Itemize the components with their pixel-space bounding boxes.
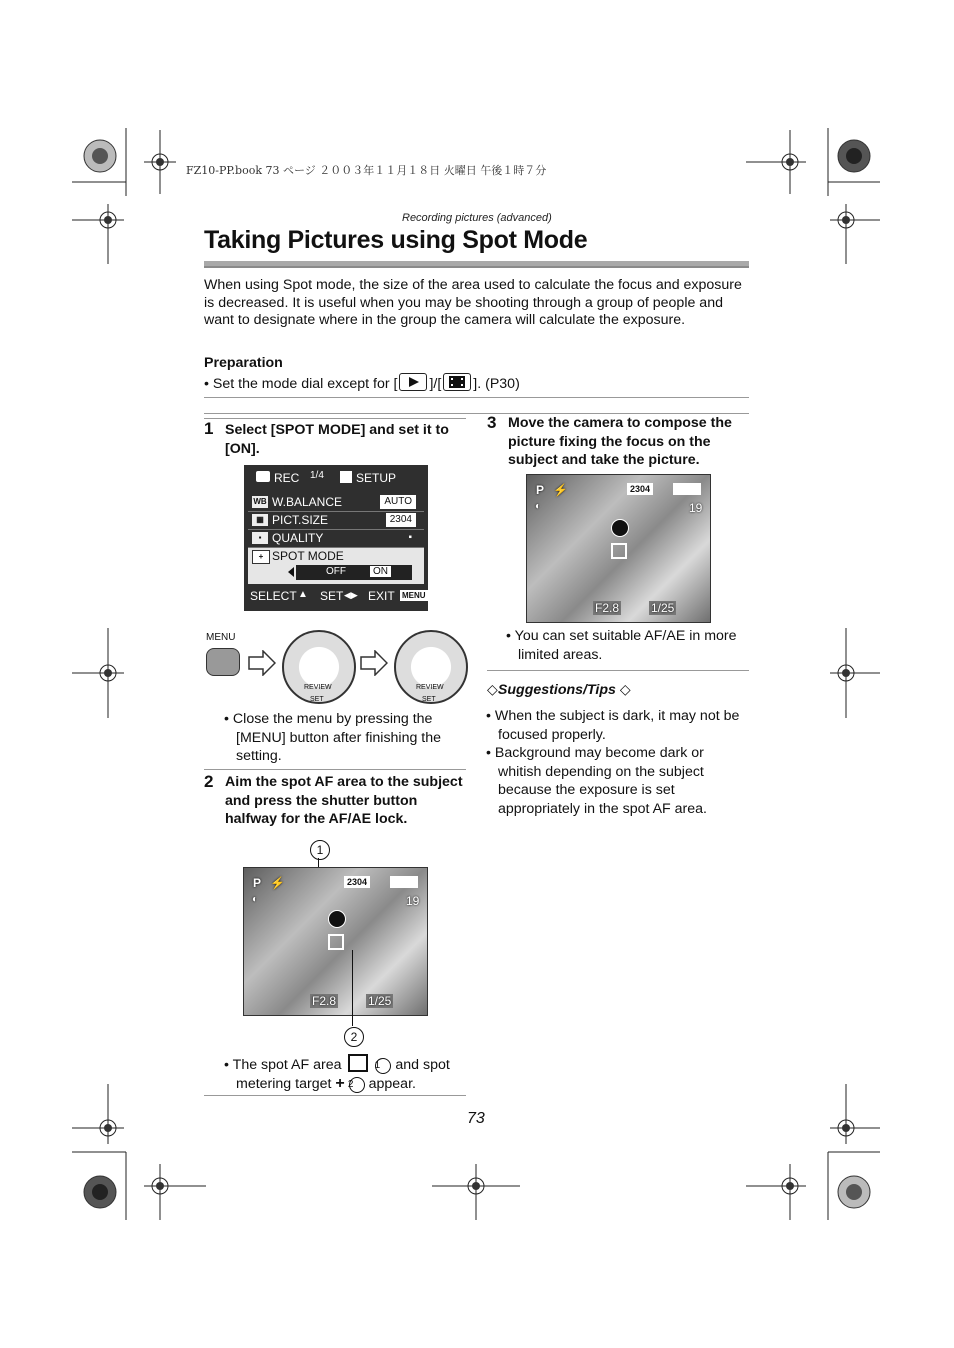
setup-tab[interactable]: SETUP (356, 471, 397, 485)
flash-icon: ⚡ (270, 876, 285, 890)
menu-button-label: MENU (206, 632, 236, 643)
spot-metering-target (328, 910, 346, 928)
step-2-viewfinder (243, 867, 428, 1016)
shots-remaining: 19 (406, 894, 420, 908)
tip-item: • Background may become dark or whitish depending on the subject because the exposure is set appropriately in the spot AF area. (486, 744, 742, 818)
step-1-text: Select [SPOT MODE] and set it to [ON]. (225, 422, 449, 457)
set-label: SET (310, 696, 324, 703)
menu-row-value: ▪ (408, 532, 412, 543)
divider (204, 1095, 466, 1096)
callout-ref-2: 2 (349, 1077, 365, 1093)
tips-heading-text: Suggestions/Tips (497, 682, 616, 698)
footer-exit: EXIT (368, 589, 395, 603)
set-label: SET (422, 696, 436, 703)
menu-tab-bar (248, 468, 424, 488)
review-label: REVIEW (416, 684, 444, 691)
menu-button[interactable] (206, 648, 240, 676)
spot-af-area (328, 934, 344, 950)
tips-heading (487, 682, 631, 698)
divider (487, 670, 749, 671)
shutter-speed-readout: 1/25 (368, 994, 392, 1008)
footer-select: SELECT (250, 589, 297, 603)
review-label: REVIEW (304, 684, 332, 691)
menu-footer (250, 589, 426, 607)
up-down-arrow-icon: ▲ (298, 589, 308, 600)
step-2-bullet (224, 1054, 476, 1093)
step-2-number: 2 (204, 772, 214, 791)
diamond-icon: ◇ (487, 682, 498, 698)
menu-row-label: PICT.SIZE (272, 513, 329, 527)
section-label: Recording pictures (advanced) (402, 212, 552, 224)
divider (204, 418, 466, 419)
picture-size-readout: 2304 (627, 483, 653, 495)
left-right-arrow-icon: ◀▶ (344, 590, 358, 600)
step-3-viewfinder (526, 474, 711, 623)
page-title: Taking Pictures using Spot Mode (204, 226, 588, 254)
crosshair-icon: + (335, 1074, 345, 1092)
menu-row-quality[interactable] (248, 530, 424, 548)
menu-row-value: 2304 (386, 513, 416, 527)
spot-af-area-icon (348, 1054, 368, 1072)
menu-row-label: W.BALANCE (272, 495, 343, 509)
bullet-text: The spot AF area (232, 1057, 342, 1073)
callout-ref-1: 1 (375, 1058, 391, 1074)
diamond-icon: ◇ (619, 682, 631, 698)
rec-menu-screen (244, 465, 428, 611)
playback-icon (399, 373, 427, 391)
stabilizer-icon: ◐ (535, 501, 542, 512)
preparation-text-part: ]. (P30) (473, 376, 520, 392)
motion-picture-icon (443, 373, 471, 391)
record-mode-indicator: P (253, 876, 262, 890)
shutter-speed-readout: 1/25 (651, 601, 675, 615)
arrow-right-icon (360, 650, 388, 676)
menu-navigation-diagram (204, 616, 466, 708)
callout-1: 1 (310, 840, 330, 860)
divider (204, 769, 466, 770)
callout-2: 2 (344, 1027, 364, 1047)
menu-row-value: AUTO (380, 495, 416, 509)
arrow-right-icon (248, 650, 276, 676)
stabilizer-icon: ◐ (252, 894, 259, 905)
step-1-number: 1 (204, 419, 214, 438)
menu-row-label: QUALITY (272, 531, 324, 545)
shots-remaining: 19 (689, 501, 703, 515)
menu-row-spot-mode[interactable] (248, 548, 424, 584)
step-1-bullet: • Close the menu by pressing the [MENU] button after finishing the setting. (224, 710, 472, 766)
left-arrow-icon (288, 567, 294, 577)
white-balance-icon: WB (253, 497, 267, 506)
step-3-bullet: • You can set suitable AF/AE in more limited areas. (506, 627, 762, 664)
print-header: FZ10-PP.book 73 ページ ２００３年１１月１８日 火曜日 午後１時７分 (186, 164, 547, 177)
battery-icon (673, 483, 701, 495)
record-mode-indicator: P (536, 483, 545, 497)
step-2-text: Aim the spot AF area to the subject and press the shutter button halfway for the AF/AE lock. (225, 774, 463, 827)
preparation-text-part: • Set the mode dial except for [ (204, 376, 398, 392)
menu-key-icon: MENU (402, 591, 426, 600)
spot-metering-target (611, 519, 629, 537)
rec-tab[interactable]: REC (274, 471, 300, 485)
picture-size-readout: 2304 (344, 876, 370, 888)
menu-row-picture-size[interactable] (248, 512, 424, 530)
divider (204, 397, 749, 398)
menu-row-label: SPOT MODE (272, 549, 344, 563)
preparation-text-part: ]/[ (429, 376, 442, 392)
option-off[interactable]: OFF (326, 566, 346, 577)
dial-left (282, 630, 356, 704)
menu-row-white-balance[interactable] (248, 494, 424, 512)
battery-icon (390, 876, 418, 888)
aperture-readout: F2.8 (312, 994, 337, 1008)
step-3-number: 3 (487, 413, 497, 432)
spot-mode-options (296, 565, 412, 580)
callout-2-leader (352, 950, 353, 1026)
camera-icon (256, 471, 270, 482)
bullet-text: and spot metering target (236, 1057, 450, 1092)
wrench-icon (340, 471, 352, 483)
flash-icon: ⚡ (553, 483, 568, 497)
preparation-text (204, 373, 520, 392)
preparation-heading: Preparation (204, 355, 283, 371)
quality-icon: ▪ (252, 532, 268, 544)
intro-paragraph: When using Spot mode, the size of the area used to calculate the focus and exposure is decreased. It is useful when you may be shooting through a group of people and want to designate where in the group the camera will calculate the exposure. (204, 277, 742, 328)
option-on[interactable]: ON (370, 566, 391, 577)
dial-right (394, 630, 468, 704)
tip-item: • When the subject is dark, it may not be focused properly. (486, 707, 760, 744)
spot-mode-icon: + (252, 550, 270, 564)
step-3-text: Move the camera to compose the picture fixing the focus on the subject and take the picture. (508, 415, 732, 468)
menu-page: 1/4 (310, 470, 324, 481)
footer-set: SET (320, 589, 344, 603)
spot-af-area (611, 543, 627, 559)
bullet-text: appear. (368, 1075, 416, 1092)
title-rule (204, 261, 749, 268)
aperture-readout: F2.8 (595, 601, 620, 615)
picture-size-icon: ▦ (252, 514, 268, 526)
page-number: 73 (467, 1110, 485, 1127)
